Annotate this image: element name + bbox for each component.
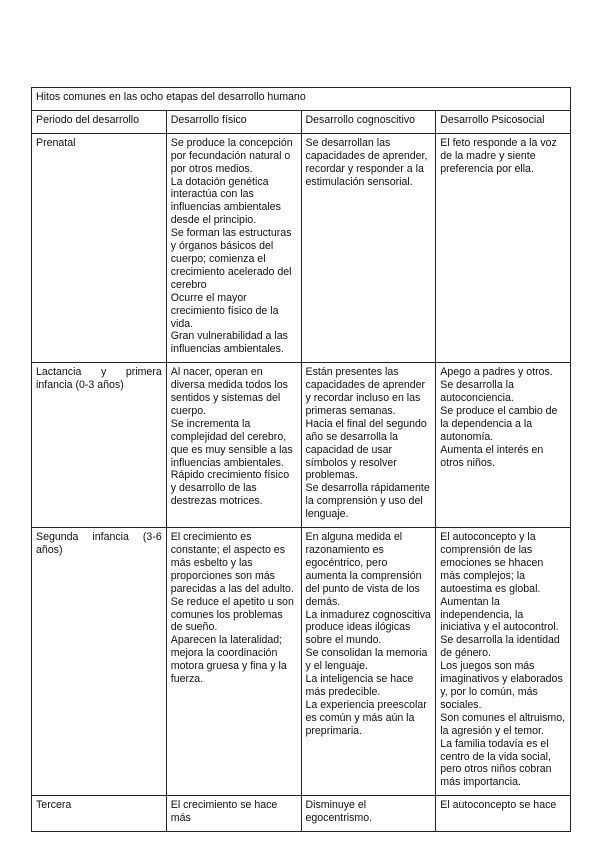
- cell-line: Los juegos son más imaginativos y elaborados y, por lo común, más sociales.: [440, 660, 563, 711]
- cell-line: Se produce el cambio de la dependencia a la autonomía.: [440, 404, 558, 443]
- cell-line: La inteligencia se hace más predecible.: [305, 673, 414, 698]
- cell-line: Se desarrolla la identidad de género.: [440, 634, 560, 660]
- table-header-row: [32, 110, 571, 133]
- cell-line: Se consolidan la memoria y el lenguaje.: [305, 647, 428, 673]
- cell-line: Se desarrolla rápidamente la comprensión y uso del lenguaje.: [305, 482, 430, 521]
- cell-line: La experiencia preescolar es común y más aún la preprimaria.: [305, 698, 427, 737]
- table-title: Hitos comunes en las ocho etapas del desarrollo humano: [32, 88, 571, 111]
- period-cell: Tercera: [32, 796, 167, 832]
- cognitive-cell: [301, 363, 436, 528]
- cognitive-cell: [301, 796, 436, 832]
- cell-line: Aumentan la independencia, la iniciativa y el autocontrol.: [440, 595, 559, 634]
- psychosocial-cell: [436, 528, 571, 796]
- cell-line: Aumenta el interés en otros niños.: [440, 443, 544, 469]
- header-period: Periodo del desarrollo: [32, 110, 167, 133]
- cell-line: Gran vulnerabilidad a las influencias ambientales.: [170, 330, 288, 356]
- cell-line: Son comunes el altruismo, la agresión y el temor.: [440, 711, 566, 737]
- header-physical: Desarrollo físico: [166, 110, 301, 133]
- physical-cell: [166, 528, 301, 796]
- period-cell: Lactancia y primera infancia (0-3 años): [32, 363, 167, 528]
- cell-line: Aparecen la lateralidad; mejora la coordinación motora gruesa y fina y la fuerza.: [170, 634, 287, 686]
- psychosocial-cell: [436, 796, 571, 832]
- header-cognitive: Desarrollo cognoscitivo: [301, 110, 436, 133]
- cell-line: Hacia el final del segundo año se desarrolla la capacidad de usar símbolos y resolver problemas.: [305, 417, 427, 482]
- table-row: [32, 133, 571, 362]
- period-cell: Prenatal: [32, 133, 167, 362]
- cell-line: Se produce la concepción por fecundación natural o por otros medios.: [170, 136, 293, 175]
- cell-line: Se incrementa la complejidad del cerebro, que es muy sensible a las influencias ambientales.: [170, 417, 293, 469]
- cell-line: La inmadurez cognoscitiva produce ideas ilógicas sobre el mundo.: [305, 608, 431, 647]
- milestones-table: [31, 87, 571, 832]
- table-row: [32, 796, 571, 832]
- cell-line: En alguna medida el razonamiento es egocéntrico, pero aumenta la comprensión del punto de vista de los demás.: [305, 531, 422, 608]
- cell-line: Se reduce el apetito u son comunes los problemas de sueño.: [170, 595, 294, 634]
- cell-line: El autoconcepto se hace: [440, 799, 557, 812]
- physical-cell: [166, 133, 301, 362]
- header-psychosocial: Desarrollo Psicosocial: [436, 110, 571, 133]
- table-row: [32, 528, 571, 796]
- psychosocial-cell: [436, 363, 571, 528]
- table-title-row: [32, 88, 571, 111]
- cell-line: Se desarrollan las capacidades de aprender, recordar y responder a la estimulación sensorial.: [305, 136, 428, 188]
- document-page: [31, 87, 571, 832]
- cell-line: Ocurre el mayor crecimiento físico de la vida.: [170, 291, 279, 330]
- cell-line: Rápido crecimiento físico y desarrollo de las destrezas motrices.: [170, 469, 290, 508]
- table-row: [32, 363, 571, 528]
- cognitive-cell: [301, 133, 436, 362]
- cell-line: El feto responde a la voz de la madre y siente preferencia por ella.: [440, 136, 557, 175]
- cell-line: La familia todavía es el centro de la vida social, pero otros niños cobran más importancia.: [440, 737, 552, 789]
- cell-line: El autoconcepto y la comprensión de las emociones se hhacen más complejos; la autoestima es global.: [440, 531, 544, 595]
- cognitive-cell: [301, 528, 436, 796]
- cell-line: Se forman las estructuras y órganos básicos del cuerpo; comienza el crecimiento acelerado del cerebro: [170, 227, 292, 291]
- cell-line: La dotación genética interactúa con las influencias ambientales desde el principio.: [170, 175, 281, 227]
- psychosocial-cell: [436, 133, 571, 362]
- cell-line: Disminuye el egocentrismo.: [305, 799, 373, 825]
- cell-line: Están presentes las capacidades de aprender y recordar incluso en las primeras semanas.: [305, 366, 426, 417]
- cell-line: El crecimiento es constante; el aspecto es más esbelto y las proporciones son más parecidas a las del adulto.: [170, 531, 294, 595]
- physical-cell: [166, 363, 301, 528]
- cell-line: Apego a padres y otros. Se desarrolla la autoconciencia.: [440, 366, 553, 405]
- period-cell: Segunda infancia (3-6 años): [32, 528, 167, 796]
- physical-cell: [166, 796, 301, 832]
- cell-line: El crecimiento se hace más: [170, 799, 278, 825]
- cell-line: Al nacer, operan en diversa medida todos los sentidos y sistemas del cuerpo.: [170, 366, 288, 417]
